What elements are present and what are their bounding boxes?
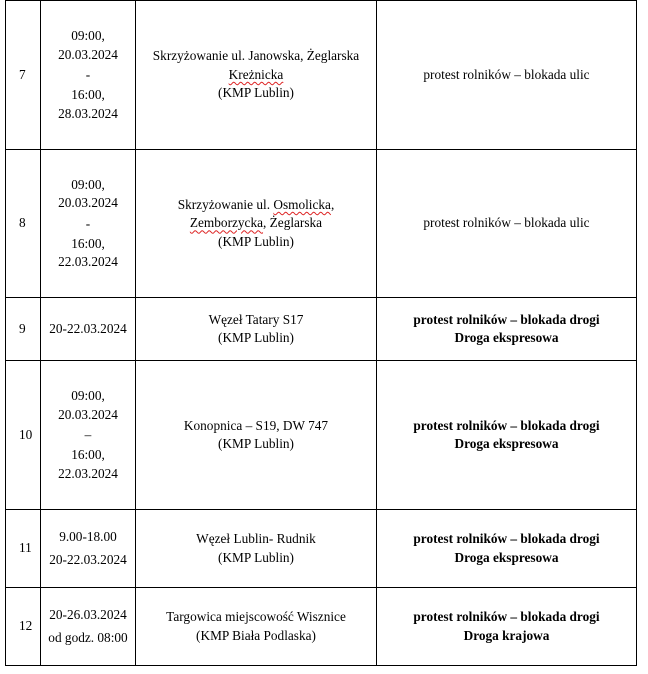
time-range: od godz. 08:00 xyxy=(48,629,128,645)
description-cell xyxy=(377,588,637,666)
description-cell xyxy=(377,150,637,298)
location-line: Węzeł Lublin- Rudnik xyxy=(196,531,316,546)
table-row xyxy=(6,510,637,588)
police-unit: (KMP Biała Podlaska) xyxy=(196,627,316,643)
location-cell xyxy=(136,298,377,361)
row-number: 9 xyxy=(6,298,41,361)
row-number: 11 xyxy=(6,510,41,588)
description-cell xyxy=(377,298,637,361)
row-number: 7 xyxy=(6,1,41,150)
police-unit: (KMP Lublin) xyxy=(218,436,294,451)
location-cell xyxy=(136,510,377,588)
police-unit: (KMP Lublin) xyxy=(218,549,294,565)
start-date: 20.03.2024 xyxy=(58,46,118,62)
location-line: Konopnica – S19, DW 747 xyxy=(183,417,329,433)
location-line: Węzeł Tatary S17 xyxy=(208,311,304,327)
description-line: protest rolników – blokada drogi xyxy=(413,531,600,546)
time-range: 9.00-18.00 xyxy=(59,529,117,544)
road-blockade-table xyxy=(5,0,637,666)
description-cell xyxy=(377,361,637,510)
table-row xyxy=(6,150,637,298)
description-line: protest rolników – blokada ulic xyxy=(423,215,590,231)
location-cell xyxy=(136,150,377,298)
road-type: Droga ekspresowa xyxy=(454,436,559,451)
police-unit: (KMP Lublin) xyxy=(218,85,294,101)
range-separator: – xyxy=(84,427,92,442)
date-range: 20-22.03.2024 xyxy=(49,320,127,336)
description-line: protest rolników – blokada drogi xyxy=(413,311,600,327)
time-cell xyxy=(41,510,136,588)
end-time: 16:00, xyxy=(71,447,105,462)
start-time: 09:00, xyxy=(71,176,105,192)
location-line: Skrzyżowanie ul. Janowska, Żeglarska xyxy=(152,48,360,64)
description-cell xyxy=(377,510,637,588)
start-date: 20.03.2024 xyxy=(58,406,118,422)
description-line: protest rolników – blokada drogi xyxy=(413,417,600,433)
location-line: Targowica miejscowość Wisznice xyxy=(166,609,346,624)
date-range: 20-22.03.2024 xyxy=(49,551,127,567)
end-time: 16:00, xyxy=(71,235,105,251)
start-date: 20.03.2024 xyxy=(58,195,118,210)
end-date: 22.03.2024 xyxy=(58,254,118,269)
description-line: protest rolników – blokada drogi xyxy=(413,609,600,624)
time-cell xyxy=(41,150,136,298)
start-time: 09:00, xyxy=(71,28,105,43)
start-time: 09:00, xyxy=(71,388,105,403)
time-cell xyxy=(41,298,136,361)
road-type: Droga krajowa xyxy=(463,627,550,643)
location-line: Zemborzycka, Żeglarska xyxy=(189,215,323,231)
location-cell xyxy=(136,588,377,666)
range-separator: - xyxy=(85,67,91,82)
road-type: Droga ekspresowa xyxy=(454,549,559,565)
table-row xyxy=(6,1,637,150)
end-date: 28.03.2024 xyxy=(58,105,118,121)
table-row xyxy=(6,298,637,361)
end-date: 22.03.2024 xyxy=(58,465,118,481)
location-cell xyxy=(136,1,377,150)
time-cell xyxy=(41,1,136,150)
location-line-spellcheck: Kreżnicka xyxy=(228,66,284,82)
row-number: 12 xyxy=(6,588,41,666)
description-line: protest rolników – blokada ulic xyxy=(423,66,590,82)
police-unit: (KMP Lublin) xyxy=(218,233,294,249)
time-cell xyxy=(41,588,136,666)
location-line: Skrzyżowanie ul. Osmolicka, xyxy=(177,196,335,212)
date-range: 20-26.03.2024 xyxy=(49,607,127,622)
location-cell xyxy=(136,361,377,510)
row-number: 10 xyxy=(6,361,41,510)
police-unit: (KMP Lublin) xyxy=(218,330,294,345)
table-row xyxy=(6,588,637,666)
road-type: Droga ekspresowa xyxy=(454,330,559,345)
description-cell xyxy=(377,1,637,150)
time-cell xyxy=(41,361,136,510)
range-separator: - xyxy=(85,215,91,231)
table-row xyxy=(6,361,637,510)
row-number: 8 xyxy=(6,150,41,298)
end-time: 16:00, xyxy=(71,87,105,102)
